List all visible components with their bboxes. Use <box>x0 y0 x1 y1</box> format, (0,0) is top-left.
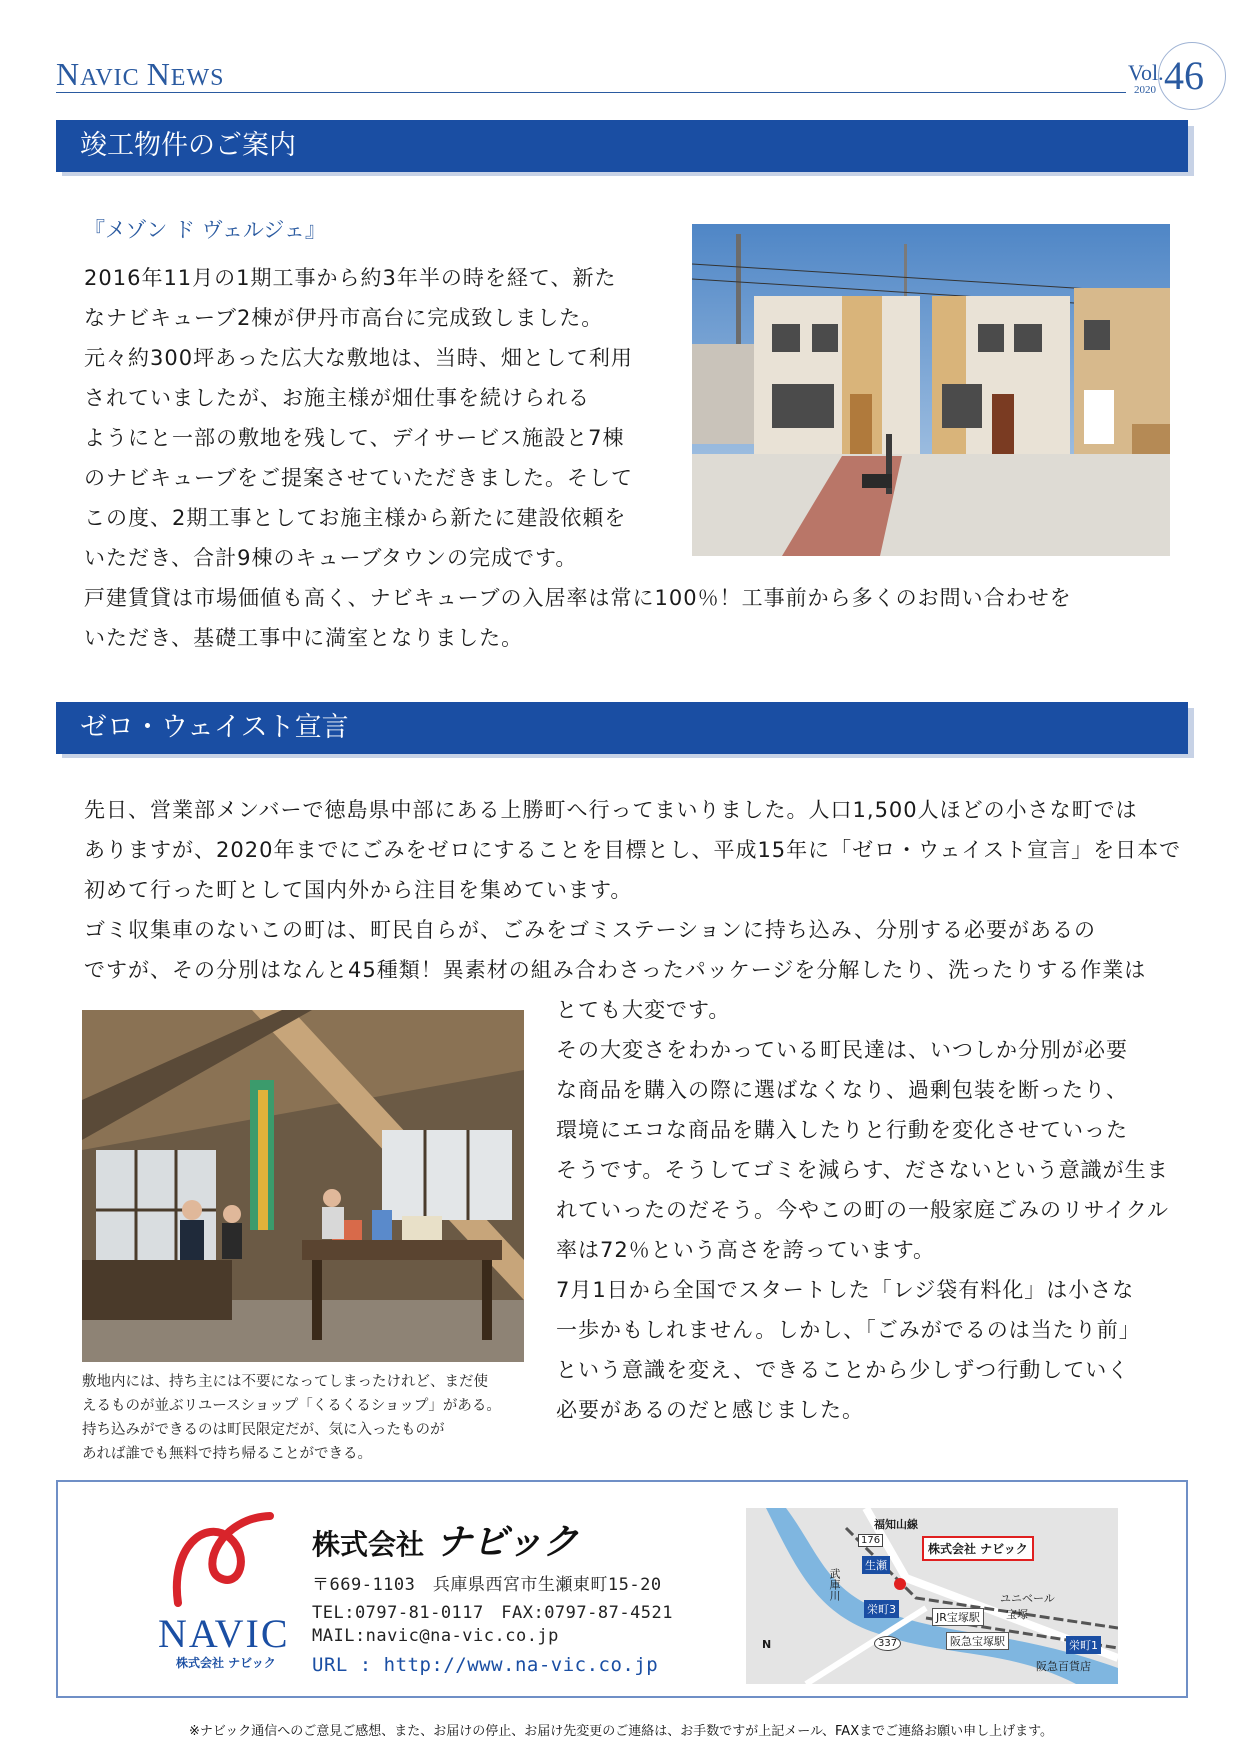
section2-right-column <box>556 990 1196 1430</box>
text-line: 一歩かもしれません。しかし、「ごみがでるのは当たり前」 <box>556 1318 1141 1342</box>
section1-closing <box>84 578 1194 658</box>
text-line: されていましたが、お施主様が畑仕事を続けられる <box>84 386 590 410</box>
houses-photo <box>692 224 1170 556</box>
text-line: という意識を変え、できることから少しずつ行動していく <box>556 1358 1130 1382</box>
section2-heading: ゼロ・ウェイスト宣言 <box>56 702 1188 754</box>
map-label: JR宝塚駅 <box>932 1608 984 1626</box>
property-name: 『メゾン ド ヴェルジェ』 <box>84 218 326 242</box>
company-address: 〒669-1103 兵庫県西宮市生瀬東町15-20 <box>312 1575 662 1595</box>
map-label: 宝塚 <box>1006 1608 1028 1621</box>
newsletter-title: NAVIC NEWS <box>56 56 225 92</box>
reuse-shop-photo <box>82 1010 524 1362</box>
map-marker-label: 株式会社 ナビック <box>922 1536 1034 1561</box>
north-arrow-icon: N <box>762 1638 772 1651</box>
text-line: ですが、その分別はなんと45種類！異素材の組み合わさったパッケージを分解したり、洗ったりする作業は <box>84 958 1147 982</box>
header-rule <box>56 92 1126 93</box>
volume-number: 46 <box>1164 53 1204 98</box>
map-label: 生瀬 <box>862 1556 890 1574</box>
text-line: れていったのだそう。今やこの町の一般家庭ごみのリサイクル <box>556 1198 1170 1222</box>
caption-line: 敷地内には、持ち主には不要になってしまったけれど、まだ使 <box>82 1374 488 1390</box>
navic-logo-subtext: 株式会社 ナビック <box>176 1656 276 1670</box>
text-line: いただき、基礎工事中に満室となりました。 <box>84 626 524 650</box>
access-map <box>746 1508 1118 1684</box>
caption-line: えるものが並ぶリユースショップ「くるくるショップ」がある。 <box>82 1398 501 1414</box>
map-label: 栄町3 <box>864 1600 899 1618</box>
navic-logo-icon <box>160 1508 280 1618</box>
text-line: 2016年11月の1期工事から約3年半の時を経て、新た <box>84 266 617 290</box>
text-line: のナビキューブをご提案させていただきました。そして <box>84 466 633 490</box>
map-label: 阪急宝塚駅 <box>946 1632 1009 1650</box>
map-label: 武庫川 <box>828 1568 841 1601</box>
volume-label: Vol. <box>1128 60 1164 85</box>
company-name: 株式会社 ナビック <box>312 1522 579 1563</box>
section2-intro <box>84 790 1194 990</box>
text-line: 先日、営業部メンバーで徳島県中部にある上勝町へ行ってまいりました。人口1,500人ほどの小さな町では <box>84 798 1138 822</box>
map-label: 栄町1 <box>1066 1636 1101 1654</box>
text-line: ゴミ収集車のないこの町は、町民自らが、ごみをゴミステーションに持ち込み、分別する必要があるの <box>84 918 1096 942</box>
section1-paragraph <box>84 258 684 578</box>
text-line: その大変さをわかっている町民達は、いつしか分別が必要 <box>556 1038 1128 1062</box>
text-line: 環境にエコな商品を購入したりと行動を変化させていった <box>556 1118 1128 1142</box>
company-mail[interactable]: MAIL:navic@na-vic.co.jp <box>312 1626 559 1646</box>
route-176-label: 176 <box>858 1534 883 1547</box>
text-line: ありますが、2020年までにごみをゼロにすることを目標とし、平成15年に「ゼロ・ウェイスト宣言」を日本で <box>84 838 1182 862</box>
caption-line: あれば誰でも無料で持ち帰ることができる。 <box>82 1446 372 1462</box>
text-line: な商品を購入の際に選ばなくなり、過剰包装を断ったり、 <box>556 1078 1128 1102</box>
photo-caption <box>82 1370 532 1466</box>
volume-year: 2020 <box>1134 84 1156 96</box>
navic-logo-text: NAVIC <box>158 1611 290 1656</box>
text-line: 元々約300坪あった広大な敷地は、当時、畑として利用 <box>84 346 633 370</box>
route-337-label: 337 <box>874 1636 901 1651</box>
text-line: 必要があるのだと感じました。 <box>556 1398 864 1422</box>
section1-heading: 竣工物件のご案内 <box>56 120 1188 172</box>
text-line: 初めて行った町として国内外から注目を集めています。 <box>84 878 633 902</box>
text-line: ようにと一部の敷地を残して、デイサービス施設と7棟 <box>84 426 625 450</box>
company-tel-fax: TEL:0797-81-0117 FAX:0797-87-4521 <box>312 1603 674 1623</box>
text-line: いただき、合計9棟のキューブタウンの完成です。 <box>84 546 578 570</box>
caption-line: 持ち込みができるのは町民限定だが、気に入ったものが <box>82 1422 445 1438</box>
map-label: ユニベール <box>1000 1592 1055 1605</box>
footer-notice: ※ナビック通信へのご意見ご感想、また、お届けの停止、お届け先変更のご連絡は、お手数ですが上記メール、FAXまでご連絡お願い申し上げます。 <box>188 1724 1054 1739</box>
text-line: 7月1日から全国でスタートした「レジ袋有料化」は小さな <box>556 1278 1135 1302</box>
text-line: 戸建賃貸は市場価値も高く、ナビキューブの入居率は常に100％！工事前から多くのお問い合わせを <box>84 586 1072 610</box>
text-line: とても大変です。 <box>556 998 731 1022</box>
company-url[interactable]: URL : http://www.na-vic.co.jp <box>312 1654 659 1676</box>
text-line: なナビキューブ2棟が伊丹市高台に完成致しました。 <box>84 306 604 330</box>
text-line: そうです。そうしてゴミを減らす、ださないという意識が生ま <box>556 1158 1169 1182</box>
map-marker-icon <box>894 1578 906 1590</box>
map-label: 阪急百貨店 <box>1036 1660 1091 1673</box>
map-label: 福知山線 <box>874 1518 918 1531</box>
text-line: 率は72％という高さを誇っています。 <box>556 1238 936 1262</box>
text-line: この度、2期工事としてお施主様から新たに建設依頼を <box>84 506 627 530</box>
